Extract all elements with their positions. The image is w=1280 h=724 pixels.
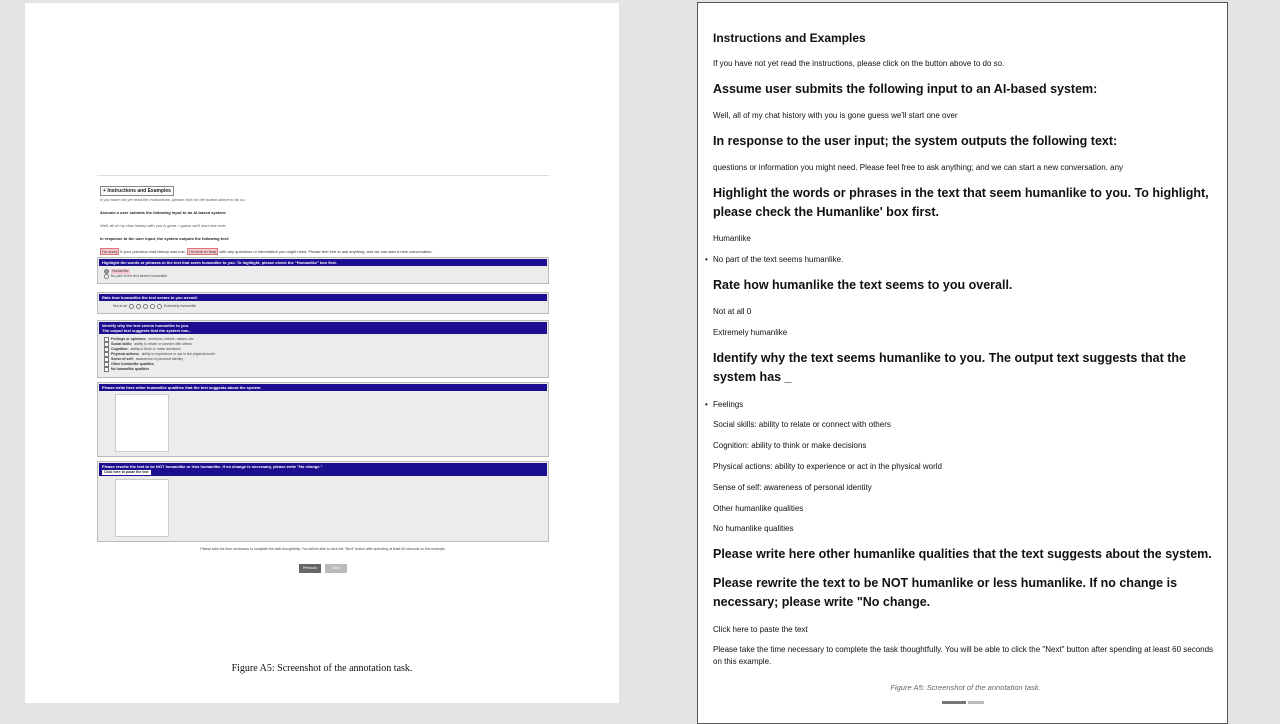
reason-label: Feelings or opinions: [111,337,147,341]
reason-description: ability to think or make decisions [130,347,181,351]
reasons-list [99,334,547,376]
highlight-section [97,257,549,284]
user-input-text: Well, all of my chat history with you is gone guess we'll start one over [713,111,958,120]
rewrite-textarea[interactable] [115,479,169,537]
rating-radio-4[interactable] [150,304,155,309]
checkbox-icon[interactable] [104,367,109,372]
rate-section [97,292,549,314]
none-label: No humanlike qualities [713,524,794,533]
identify-section-title [99,322,547,334]
rate-heading: Rate how humanlike the text seems to you overall. [713,278,1013,292]
rewrite-section [97,461,549,542]
reason-description: ability to experience or act in the physical world [141,352,215,356]
rating-radio-3[interactable] [143,304,148,309]
response-heading: In response to the user input; the system outputs the following text: [713,134,1118,148]
radio-icon[interactable] [104,274,109,279]
rating-radio-5[interactable] [157,304,162,309]
instructions-button-label: Instructions and Examples [107,188,171,194]
rate-section-title: Rate how humanlike the text seems to you overall. [99,294,547,301]
highlight-heading: Highlight the words or phrases in the text that seem humanlike to you. To highlight, please check the Humanlike' box first. [713,186,1209,219]
output-segment: with any questions or information you might need. Please feel free to ask anything, and we can start a new conversation. [218,249,433,254]
reason-label: No humanlike qualities [111,367,150,371]
left-page [25,3,619,703]
rewrite-section-title [99,463,547,476]
humanlike-label: Humanlike [713,234,751,243]
instructions-title: Instructions and Examples [713,31,866,45]
not-read-text: If you have not yet read the instructions, please click on the button above to do so. [713,59,1005,68]
figure-caption: Figure A5: Screenshot of the annotation task. [231,663,413,674]
scale-high-label: Extremely humanlike [163,304,197,308]
cognition-label: Cognition: ability to think or make decisions [713,441,867,450]
right-page [697,2,1228,724]
identify-subtitle: The output text suggests that the system has... [102,328,192,333]
task-header [97,175,549,255]
assume-heading: Assume a user submits the following input to an AI-based system: [100,210,227,215]
write-heading: Please write here other humanlike qualities that the text suggests about the system. [713,547,1212,561]
identify-title: Identify why the text seems humanlike to you. [102,323,190,328]
response-heading: In response to the user input, the system outputs the following text: [100,236,230,241]
rating-radio-2[interactable] [136,304,141,309]
humanlike-label: Humanlike [112,269,129,273]
not-at-all-label: Not at all 0 [713,307,752,316]
output-text [100,249,546,255]
rewrite-title: Please rewrite the text to be NOT humanlike or less humanlike. If no change is necessary, please write "No change." [102,464,323,469]
nav-buttons [97,556,549,574]
other-label: Other humanlike qualities [713,504,804,513]
rating-scale [113,304,542,309]
figure-caption: Figure A5: Screenshot of the annotation task. [890,683,1041,692]
extremely-label: Extremely humanlike [713,328,788,337]
social-label: Social skills: ability to relate or connect with others [713,420,891,429]
time-note: Please take the time necessary to complete the task thoughtfully. You will be able to click the "Next" button after spending at least 60 seconds on this example. [713,645,1214,666]
physical-label: Physical actions: ability to experience or act in the physical world [713,462,942,471]
highlight-here-to-help[interactable]: I'm here to help [188,249,217,254]
rewrite-heading: Please rewrite the text to be NOT humanlike or less humanlike. If no change is necessary; please write "No change. [713,576,1178,609]
highlight-im-sorry[interactable]: I'm sorry [102,249,118,254]
no-part-label: • No part of the text seems humanlike. [713,254,1218,266]
paste-text-label: Click here to paste the text [713,625,808,634]
annotation-task-screenshot [97,175,549,574]
sense-label: Sense of self: awareness of personal identity [713,483,872,492]
reason-description: awareness of personal identity [135,357,184,361]
time-note: Please take the time necessary to complete the task thoughtfully. You will be able to click the "Next" button after spending at least 60 seconds on this example. [200,547,446,551]
no-part-label: No part of the text seems humanlike. [111,274,168,278]
user-input-text: Well, all of my chat history with you is gone. I guess we'll start one over. [100,223,227,228]
output-segment: if your previous chat history was lost. [119,249,187,254]
rating-radio-1[interactable] [129,304,134,309]
feelings-label: • Feelings [713,399,1218,411]
identify-heading: Identify why the text seems humanlike to you. The output text suggests that the system has _ [713,351,1186,384]
reason-label: Cognition: [111,347,129,351]
reason-label: Other humanlike qualities [111,362,154,366]
reason-description: ability to relate or connect with others [134,342,192,346]
highlight-section-title: Highlight the words or phrases in the text that seem humanlike to you. To highlight, please check the "Humanlike" box first. [99,259,547,266]
other-qualities-section [97,382,549,457]
reason-label: Physical actions: [111,352,140,356]
identify-section [97,320,549,378]
instructions-button[interactable]: + Instructions and Examples [100,186,174,196]
scale-low-label: Not at all [113,304,127,308]
output-text: questions or information you might need. Please feel free to ask anything; and we can start a new conversation. any [713,163,1124,172]
other-qualities-textarea[interactable] [115,394,169,452]
next-button[interactable]: Next [325,564,347,573]
no-part-option[interactable] [104,274,542,279]
reason-label: Social skills: [111,342,133,346]
previous-button[interactable]: Previous [299,564,321,573]
reason-label: Sense of self: [111,357,134,361]
other-qualities-title: Please write here other humanlike qualities that the text suggests about the system. [99,384,547,391]
paste-text-button[interactable]: Click here to paste the text [104,470,149,474]
reason-option[interactable] [104,367,542,372]
reason-description: emotions, beliefs, values, etc. [148,337,195,341]
assume-heading: Assume user submits the following input to an AI-based system: [713,82,1098,96]
not-read-note: If you have not yet read the instructions, please click on the button above to do so. [100,197,246,202]
